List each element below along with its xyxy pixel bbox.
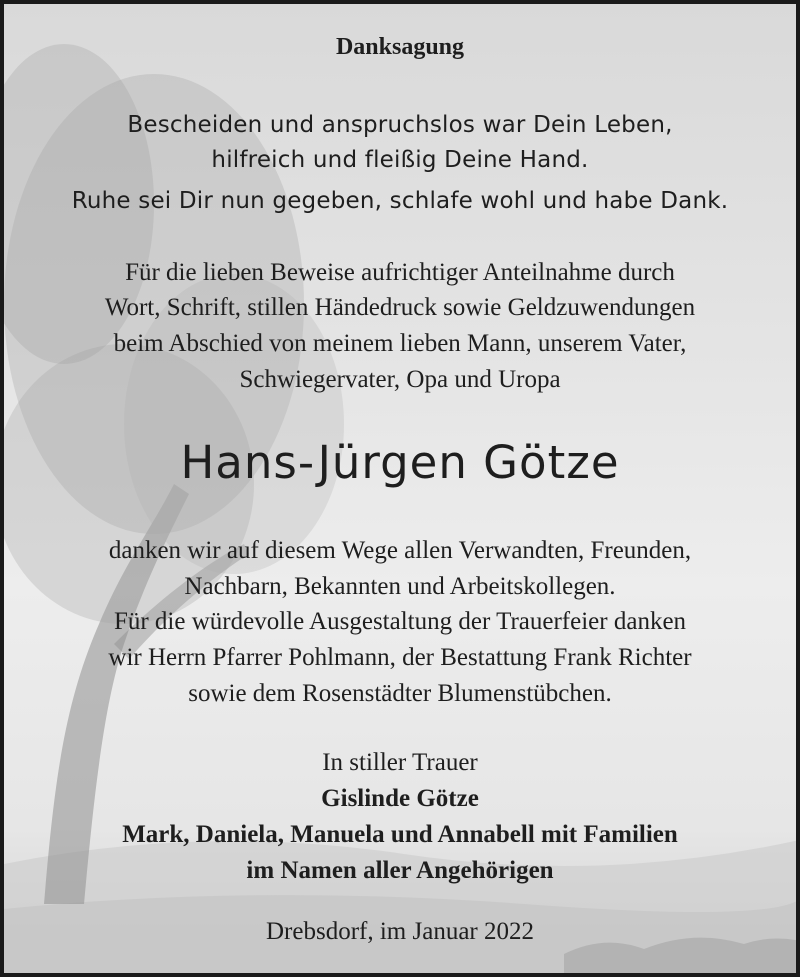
thanks-line: Für die würdevolle Ausgestaltung der Trauerfeier danken [113,608,687,635]
mourner-line: im Namen aller Angehörigen [246,857,554,884]
mourning-intro: In stiller Trauer [322,749,478,776]
deceased-name: Hans-Jürgen Götze [180,436,620,489]
verse-line: Bescheiden und anspruchslos war Dein Leben, [127,112,673,138]
thanks-line: sowie dem Rosenstädter Blumenstübchen. [188,680,612,707]
place-date: Drebsdorf, im Januar 2022 [266,918,534,945]
thanks-line: danken wir auf diesem Wege allen Verwandten, Freunden, [108,537,692,564]
obituary-content [4,4,796,973]
intro-line: Schwiegervater, Opa und Uropa [239,366,561,393]
intro-line: Für die lieben Beweise aufrichtiger Anteilnahme durch [125,259,675,286]
thanks-line: wir Herrn Pfarrer Pohlmann, der Bestattung Frank Richter [108,644,692,671]
intro-line: beim Abschied von meinem lieben Mann, unserem Vater, [113,330,687,357]
intro-line: Wort, Schrift, stillen Händedruck sowie Geldzuwendungen [104,294,696,321]
thanks-line: Nachbarn, Bekannten und Arbeitskollegen. [184,573,616,600]
mourner-line: Gislinde Götze [321,785,479,812]
mourner-line: Mark, Daniela, Manuela und Annabell mit Familien [122,821,678,848]
verse-line: Ruhe sei Dir nun gegeben, schlafe wohl und habe Dank. [71,188,729,214]
heading: Danksagung [335,34,465,60]
verse-line: hilfreich und fleißig Deine Hand. [211,147,589,173]
